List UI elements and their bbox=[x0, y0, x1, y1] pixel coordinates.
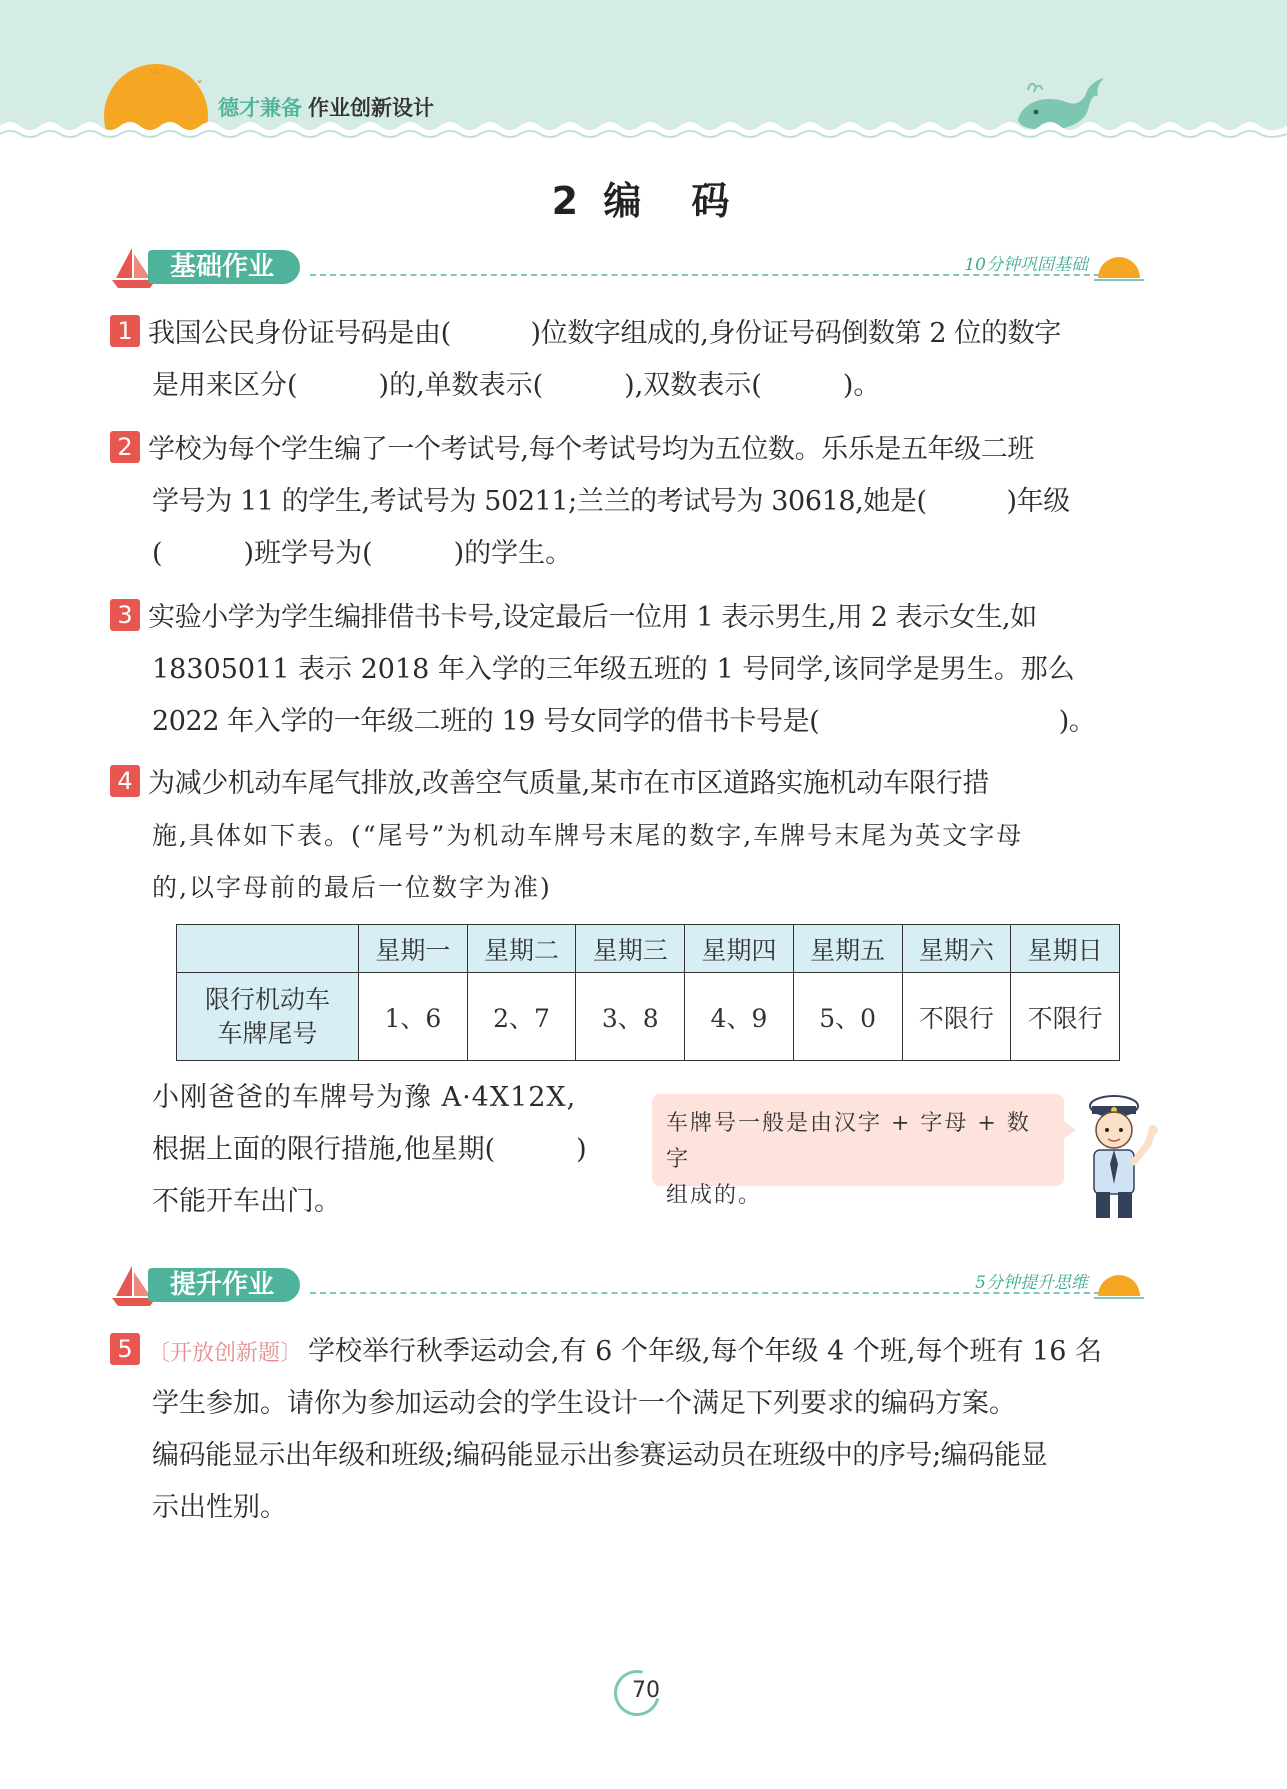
table-header-cell: 星期五 bbox=[793, 925, 902, 973]
table-row bbox=[177, 973, 1120, 1061]
question-text: 施,具体如下表。(“尾号”为机动车牌号末尾的数字,车牌号末尾为英文字母 bbox=[152, 821, 1024, 850]
question-number: 1 bbox=[110, 315, 140, 347]
section-banner-advanced bbox=[110, 1262, 1150, 1312]
section-note-advanced: 5分钟提升思维 bbox=[975, 1273, 1088, 1293]
question-tag: 〔开放创新题〕 bbox=[148, 1341, 303, 1366]
question-text: 实验小学为学生编排借书卡号,设定最后一位用 1 表示男生,用 2 表示女生,如 bbox=[148, 602, 1037, 633]
brand-black-text: 作业创新设计 bbox=[308, 96, 434, 120]
table-corner-cell bbox=[177, 925, 359, 973]
table-header-cell: 星期一 bbox=[359, 925, 468, 973]
brand-green-text: 德才兼备 bbox=[218, 96, 302, 120]
question-text: 2022 年入学的一年级二班的 19 号女同学的借书卡号是( )。 bbox=[152, 706, 1096, 737]
section-note-basic: 10分钟巩固基础 bbox=[964, 255, 1088, 275]
table-cell: 不限行 bbox=[1011, 973, 1120, 1061]
section-label-basic: 基础作业 bbox=[148, 250, 300, 284]
bubble-text: 车牌号一般是由汉字 + 字母 + 数字 bbox=[666, 1111, 1031, 1172]
table-cell: 不限行 bbox=[902, 973, 1011, 1061]
table-row-header bbox=[177, 973, 359, 1061]
row-header-line: 车牌尾号 bbox=[217, 1018, 318, 1048]
question-text: 根据上面的限行措施,他星期( ) bbox=[152, 1134, 587, 1165]
page-number-text: 70 bbox=[632, 1678, 660, 1703]
question-text: 为减少机动车尾气排放,改善空气质量,某市在市区道路实施机动车限行措 bbox=[148, 768, 989, 799]
speech-bubble-tail bbox=[1062, 1120, 1076, 1140]
question-text: 学校举行秋季运动会,有 6 个年级,每个年级 4 个班,每个班有 16 名 bbox=[308, 1336, 1102, 1367]
table-cell: 3、8 bbox=[576, 973, 685, 1061]
question-text: 学生参加。请你为参加运动会的学生设计一个满足下列要求的编码方案。 bbox=[152, 1388, 1016, 1419]
question-text: 不能开车出门。 bbox=[152, 1186, 341, 1217]
question-text: 小刚爸爸的车牌号为豫 A·4X12X, bbox=[152, 1082, 577, 1113]
bird-icon: ˇ bbox=[196, 80, 203, 96]
sun-icon bbox=[1094, 1270, 1144, 1300]
bird-icon: 〰 bbox=[150, 65, 164, 81]
sun-icon bbox=[1094, 252, 1144, 282]
question-1 bbox=[110, 308, 1150, 412]
page-number bbox=[596, 1668, 696, 1728]
table-header-cell: 星期日 bbox=[1011, 925, 1120, 973]
page-title: 2 编 码 bbox=[551, 179, 736, 223]
question-number: 2 bbox=[110, 431, 140, 463]
question-text: 18305011 表示 2018 年入学的三年级五班的 1 号同学,该同学是男生。那么 bbox=[152, 654, 1075, 685]
table-header-cell: 星期三 bbox=[576, 925, 685, 973]
police-officer-icon bbox=[1076, 1092, 1166, 1222]
question-number: 4 bbox=[110, 765, 140, 797]
restriction-table bbox=[176, 924, 1120, 1061]
question-number: 3 bbox=[110, 599, 140, 631]
table-header-cell: 星期二 bbox=[467, 925, 576, 973]
question-text: ( )班学号为( )的学生。 bbox=[152, 538, 573, 569]
question-5 bbox=[110, 1326, 1150, 1534]
question-2 bbox=[110, 424, 1150, 580]
table-cell: 1、6 bbox=[359, 973, 468, 1061]
question-4 bbox=[110, 758, 1150, 914]
question-text: 学号为 11 的学生,考试号为 50211;兰兰的考试号为 30618,她是( )年级 bbox=[152, 486, 1070, 517]
question-3 bbox=[110, 592, 1150, 748]
table-header-cell: 星期六 bbox=[902, 925, 1011, 973]
question-text: 编码能显示出年级和班级;编码能显示出参赛运动员在班级中的序号;编码能显 bbox=[152, 1440, 1048, 1471]
table-header-cell: 星期四 bbox=[685, 925, 794, 973]
header-waves bbox=[0, 104, 1287, 150]
question-text: 示出性别。 bbox=[152, 1492, 287, 1523]
bubble-text: 组成的。 bbox=[666, 1183, 763, 1208]
table-cell: 2、7 bbox=[467, 973, 576, 1061]
question-text: 的,以字母前的最后一位数字为准) bbox=[152, 873, 552, 902]
table-cell: 5、0 bbox=[793, 973, 902, 1061]
table-header-row bbox=[177, 925, 1120, 973]
header-band bbox=[0, 0, 1287, 150]
section-label-advanced: 提升作业 bbox=[148, 1268, 300, 1302]
question-number: 5 bbox=[110, 1333, 140, 1365]
section-banner-basic bbox=[110, 244, 1150, 294]
question-text: 是用来区分( )的,单数表示( ),双数表示( )。 bbox=[152, 370, 881, 401]
speech-bubble bbox=[652, 1094, 1064, 1208]
question-4-followup bbox=[110, 1072, 630, 1228]
question-text: 我国公民身份证号码是由( )位数字组成的,身份证号码倒数第 2 位的数字 bbox=[148, 318, 1061, 349]
row-header-line: 限行机动车 bbox=[204, 984, 330, 1014]
question-text: 学校为每个学生编了一个考试号,每个考试号均为五位数。乐乐是五年级二班 bbox=[148, 434, 1034, 465]
table-cell: 4、9 bbox=[685, 973, 794, 1061]
